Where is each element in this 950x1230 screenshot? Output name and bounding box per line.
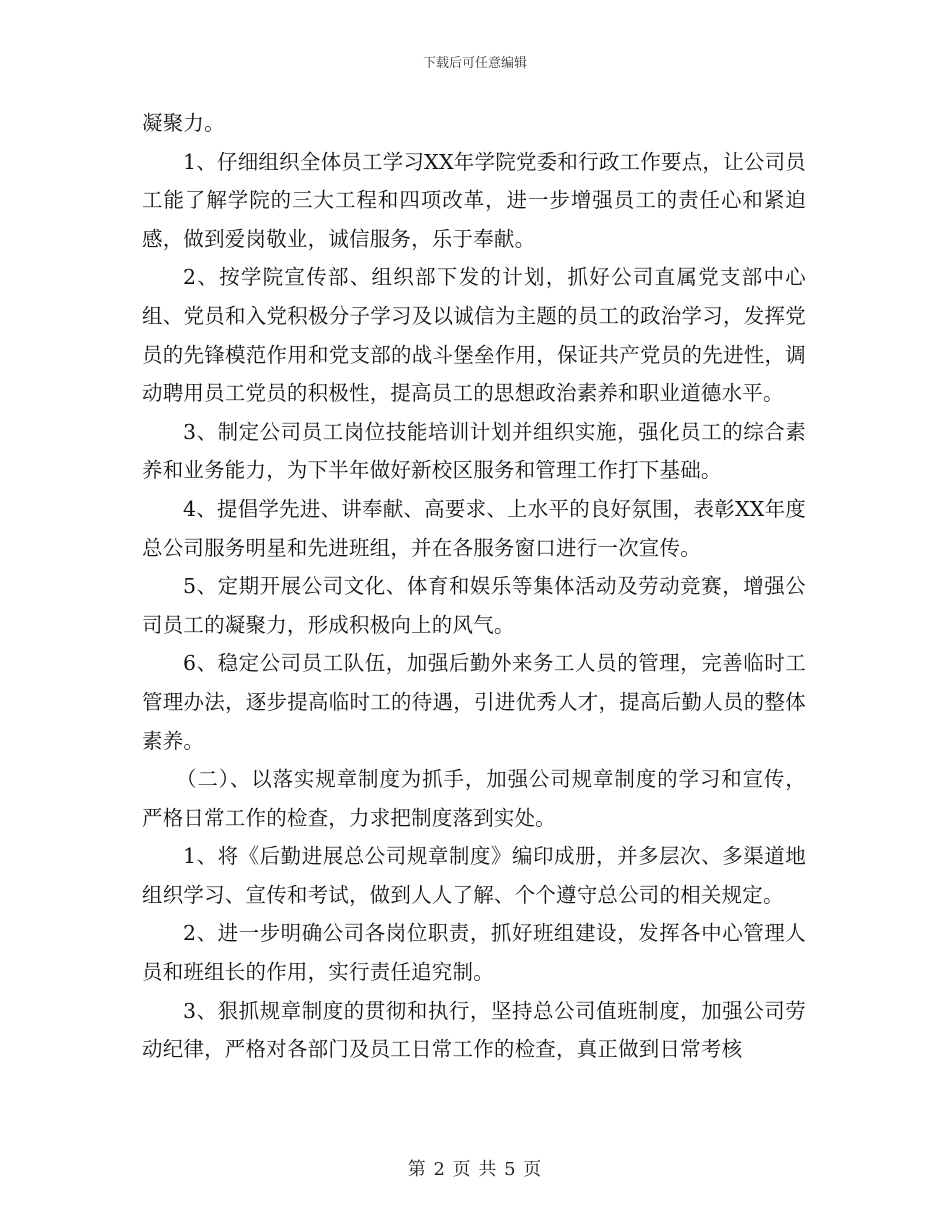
paragraph-10: 3、狠抓规章制度的贯彻和执行，坚持总公司值班制度，加强公司劳动纪律，严格对各部门及员工日常工作的检查，真正做到日常考核 xyxy=(142,998,806,1062)
paragraph-4: 4、提倡学先进、讲奉献、高要求、上水平的良好氛围，表彰XX年度总公司服务明星和先进班组，并在各服务窗口进行一次宣传。 xyxy=(142,496,806,560)
section-heading: （二）、以落实规章制度为抓手，加强公司规章制度的学习和宣传，严格日常工作的检查，力求把制度落到实处。 xyxy=(142,767,806,830)
paragraph-8: 1、将《后勤进展总公司规章制度》编印成册，并多层次、多渠道地组织学习、宣传和考试，做到人人了解、个个遵守总公司的相关规定。 xyxy=(142,844,806,907)
document-body xyxy=(142,104,806,1069)
paragraph-5: 5、定期开展公司文化、体育和娱乐等集体活动及劳动竞赛，增强公司员工的凝聚力，形成积极向上的风气。 xyxy=(142,574,806,637)
paragraph-6: 6、稳定公司员工队伍，加强后勤外来务工人员的管理，完善临时工管理办法，逐步提高临时工的待遇，引进优秀人才，提高后勤人员的整体素养。 xyxy=(142,651,806,753)
page-footer: 第 2 页 共 5 页 xyxy=(407,1159,543,1180)
paragraph-0: 凝聚力。 xyxy=(142,111,225,135)
paragraph-9: 2、进一步明确公司各岗位职责，抓好班组建设，发挥各中心管理人员和班组长的作用，实行责任追究制。 xyxy=(142,921,806,985)
paragraph-2: 2、按学院宣传部、组织部下发的计划，抓好公司直属党支部中心组、党员和入党积极分子学习及以诚信为主题的员工的政治学习，发挥党员的先锋模范作用和党支部的战斗堡垒作用，保证共产党员的先进性，调动聘用员工党员的积极性，提高员工的思想政治素养和职业道德水平。 xyxy=(142,265,806,406)
page-header: 下载后可任意编辑 xyxy=(422,56,527,71)
paragraph-1: 1、仔细组织全体员工学习XX年学院党委和行政工作要点，让公司员工能了解学院的三大工程和四项改革，进一步增强员工的责任心和紧迫感，做到爱岗敬业，诚信服务，乐于奉献。 xyxy=(142,149,806,251)
paragraph-3: 3、制定公司员工岗位技能培训计划并组织实施，强化员工的综合素养和业务能力，为下半年做好新校区服务和管理工作打下基础。 xyxy=(142,419,806,483)
